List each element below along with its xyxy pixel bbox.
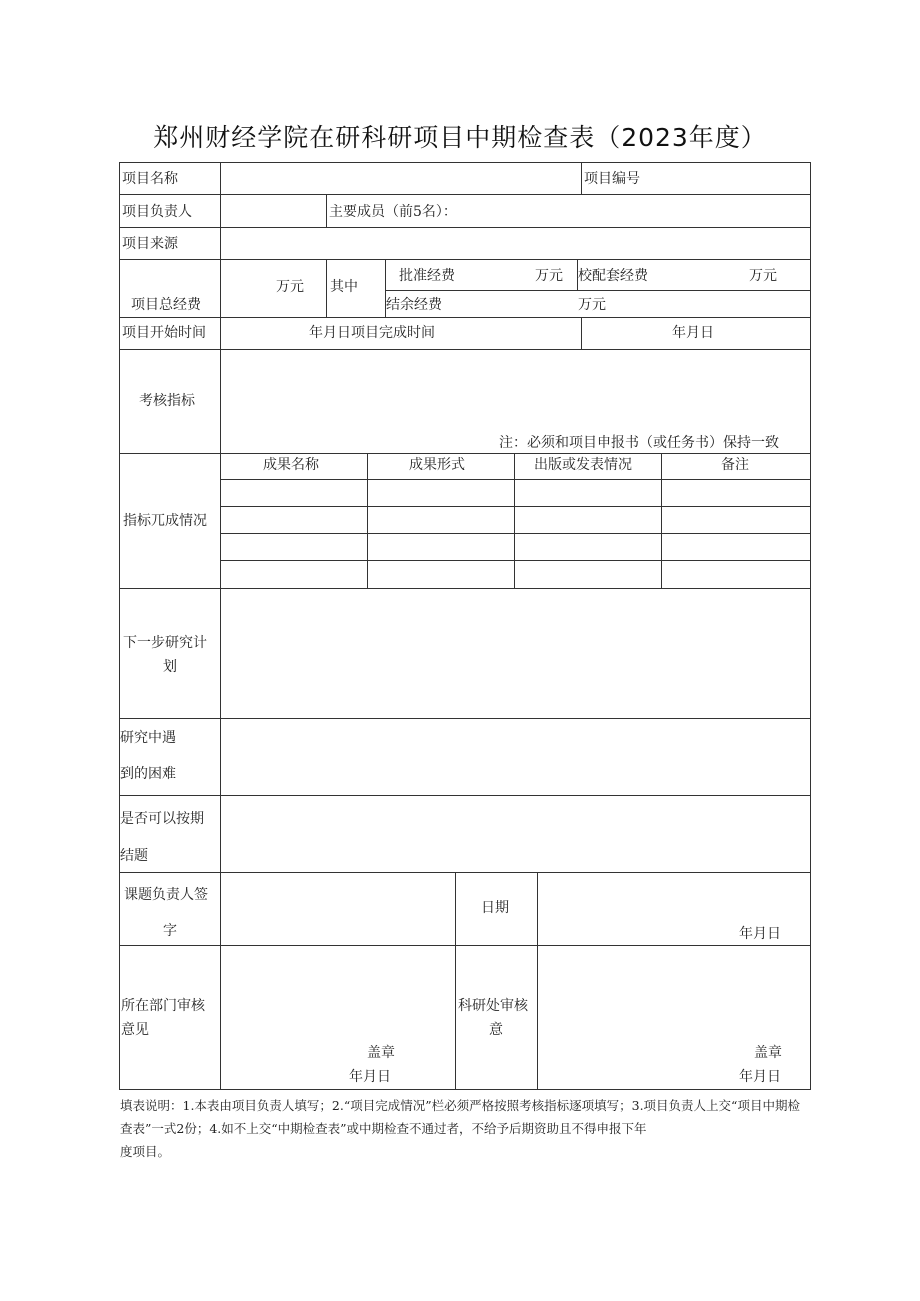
row-line	[119, 453, 811, 454]
col-line-completion	[661, 453, 662, 589]
completion-row-line	[220, 533, 811, 534]
signature-date: 年月日	[739, 926, 781, 942]
completion-row-line	[220, 506, 811, 507]
row-line	[119, 945, 811, 946]
completion-row-line	[220, 560, 811, 561]
row-line	[119, 317, 811, 318]
ontime-label-line2: 结题	[120, 848, 148, 864]
row-line	[119, 795, 811, 796]
difficulty-label-line2: 到的困难	[120, 766, 176, 782]
col-line-signature	[455, 872, 456, 1090]
project-name-label: 项目名称	[122, 171, 178, 187]
next-plan-label-line1: 下一步研究计	[123, 635, 207, 651]
balance-funding-unit: 万元	[578, 297, 606, 313]
table-border-top	[119, 162, 811, 163]
row-line	[119, 872, 811, 873]
row-line	[119, 227, 811, 228]
completion-label: 指标兀成情况	[123, 513, 207, 529]
form-instructions	[120, 1094, 810, 1163]
completion-header-publication: 出版或发表情况	[534, 457, 632, 473]
among-label: 其中	[330, 279, 358, 295]
table-border-right	[810, 162, 811, 1090]
label-column-divider	[220, 162, 221, 1090]
difficulty-label-line1: 研究中遇	[120, 730, 176, 746]
ontime-label-line1: 是否可以按期	[120, 811, 204, 827]
inspection-form-table	[119, 162, 811, 1090]
indicators-label: 考核指标	[139, 393, 195, 409]
leader-signature-label-line2: 字	[163, 923, 177, 939]
row-line	[119, 194, 811, 195]
col-line-signature-date	[537, 872, 538, 1090]
col-line-end-date	[581, 317, 582, 350]
completion-header-remarks: 备注	[721, 457, 749, 473]
instructions-text: 填表说明：1.本表由项目负责人填写；2.“项目完成情况”栏必须严格按照考核指标逐项填写；3.项目负责人上交“项目中期检查表”一式2份；4.如不上交“中期检查表”或中期检查不通过者，不给予后期资助且不得申报下年	[120, 1098, 800, 1136]
page-title: 郑州财经学院在研科研项目中期检查表（2023年度）	[153, 123, 767, 152]
row-line	[119, 259, 811, 260]
col-line-total-unit	[326, 259, 327, 318]
col-line-completion	[514, 453, 515, 589]
balance-funding-label: 结余经费	[386, 297, 442, 313]
instructions-text-end: 度项目。	[120, 1144, 171, 1159]
indicators-note: 注：必须和项目申报书（或任务书）保持一致	[499, 435, 779, 451]
end-date-value: 年月日	[672, 325, 714, 341]
completion-row-line	[220, 479, 811, 480]
research-office-seal: 盖章	[754, 1045, 782, 1061]
start-date-and-end-time-label: 年月日项目完成时间	[309, 325, 435, 341]
project-source-label: 项目来源	[122, 236, 178, 252]
completion-header-form: 成果形式	[409, 457, 465, 473]
row-line	[119, 588, 811, 589]
main-members-label: 主要成员（前5名）：	[329, 204, 457, 220]
row-line	[119, 349, 811, 350]
leader-signature-label-line1: 课题负责人签	[124, 887, 208, 903]
total-funding-unit: 万元	[276, 279, 304, 295]
research-office-date: 年月日	[739, 1069, 781, 1085]
row-line-funding-split	[385, 290, 811, 291]
approved-funding-unit: 万元	[535, 268, 563, 284]
project-number-label: 项目编号	[584, 171, 640, 187]
row-line	[119, 718, 811, 719]
total-funding-label: 项目总经费	[131, 297, 201, 313]
col-line-members	[326, 194, 327, 228]
col-line-completion	[367, 453, 368, 589]
next-plan-label-line2: 划	[163, 659, 177, 675]
research-office-label-line2: 意	[489, 1022, 503, 1038]
school-funding-label: 校配套经费	[578, 268, 648, 284]
approved-funding-label: 批准经费	[399, 268, 455, 284]
table-border-bottom	[119, 1089, 811, 1090]
date-label: 日期	[481, 900, 509, 916]
start-time-label: 项目开始时间	[122, 325, 206, 341]
department-seal: 盖章	[367, 1045, 395, 1061]
project-leader-label: 项目负责人	[122, 204, 192, 220]
table-border-left	[119, 162, 120, 1090]
department-review-date: 年月日	[349, 1069, 391, 1085]
col-line-project-number	[581, 162, 582, 195]
department-review-label-line1: 所在部门审核	[121, 998, 205, 1014]
research-office-label-line1: 科研处审核	[458, 998, 528, 1014]
completion-header-name: 成果名称	[263, 457, 319, 473]
department-review-label-line2: 意见	[121, 1022, 149, 1038]
school-funding-unit: 万元	[749, 268, 777, 284]
